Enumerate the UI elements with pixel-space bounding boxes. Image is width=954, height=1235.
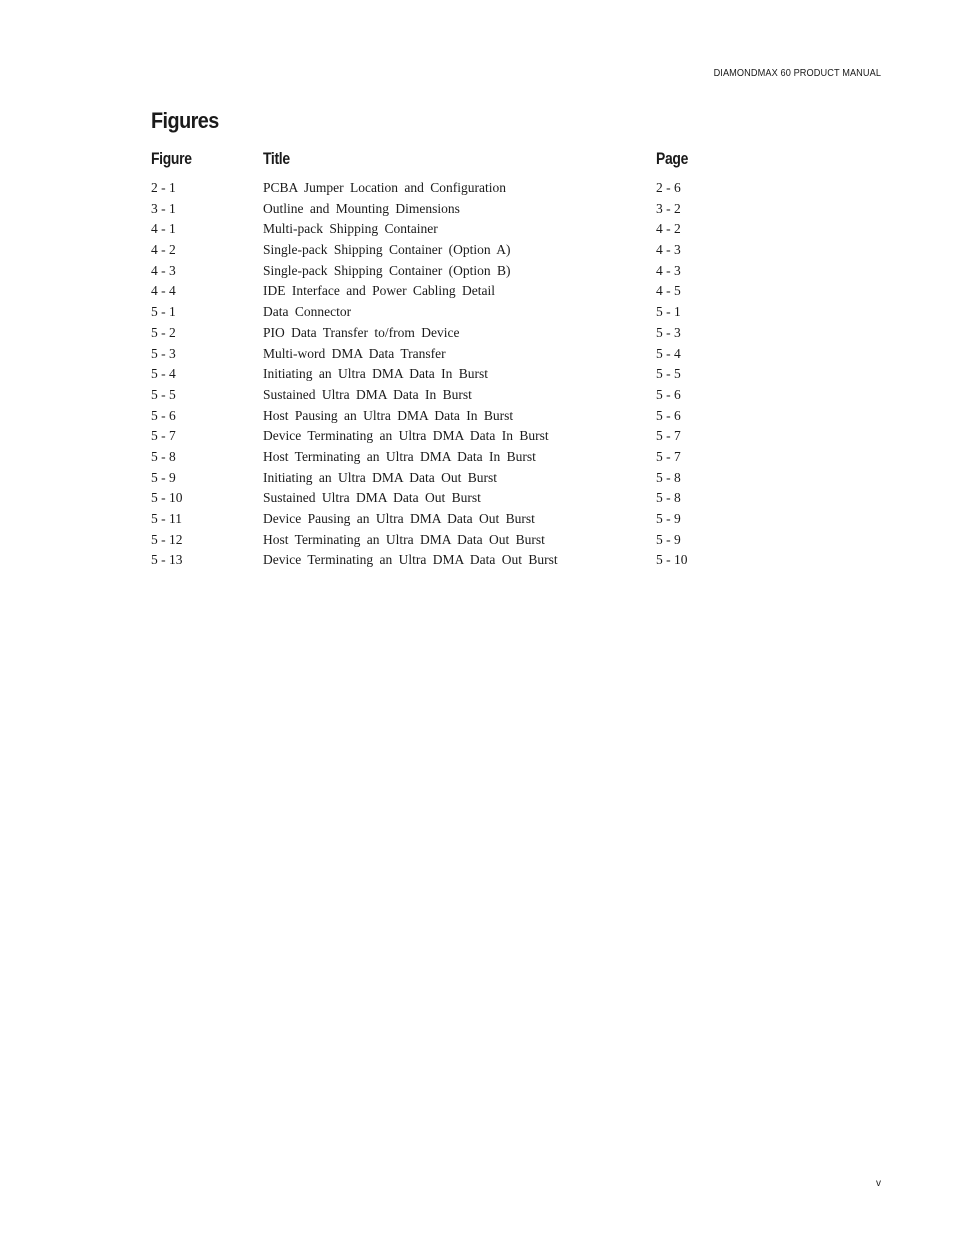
figure-number: 4 - 3 — [151, 262, 176, 278]
figure-title: Host Pausing an Ultra DMA Data In Burst — [263, 407, 514, 423]
figure-title: PIO Data Transfer to/from Device — [263, 324, 460, 340]
figure-page: 5 - 6 — [656, 386, 681, 402]
figure-number: 5 - 7 — [151, 428, 176, 444]
figure-number: 3 - 1 — [151, 200, 176, 216]
figure-title: Outline and Mounting Dimensions — [263, 200, 460, 216]
figure-title: Multi-pack Shipping Container — [263, 221, 438, 237]
figure-row — [151, 240, 751, 261]
figure-title: Initiating an Ultra DMA Data In Burst — [263, 366, 488, 382]
figure-page: 5 - 3 — [656, 324, 681, 340]
running-header: DIAMONDMAX 60 PRODUCT MANUAL — [713, 68, 881, 79]
figure-row — [151, 219, 751, 240]
page-title: Figures — [151, 108, 219, 133]
figure-title: Host Terminating an Ultra DMA Data Out Burst — [263, 531, 545, 547]
figure-row — [151, 281, 751, 302]
figure-number: 5 - 12 — [151, 531, 183, 547]
figure-number: 5 - 10 — [151, 490, 183, 506]
figure-row — [151, 509, 751, 530]
figure-number: 5 - 9 — [151, 469, 176, 485]
figure-page: 2 - 6 — [656, 180, 681, 195]
figure-number: 2 - 1 — [151, 180, 176, 195]
figure-row — [151, 447, 751, 468]
figure-row — [151, 364, 751, 385]
figure-title: Device Terminating an Ultra DMA Data In Burst — [263, 428, 549, 444]
figure-row — [151, 385, 751, 406]
figure-page: 5 - 7 — [656, 428, 681, 444]
figure-row — [151, 178, 751, 199]
figure-page: 5 - 7 — [656, 448, 681, 464]
figure-title: Initiating an Ultra DMA Data Out Burst — [263, 469, 497, 485]
figure-row — [151, 488, 751, 509]
figures-list — [151, 178, 751, 571]
figure-number: 5 - 2 — [151, 324, 176, 340]
figure-page: 5 - 4 — [656, 345, 681, 361]
figure-number: 5 - 13 — [151, 552, 183, 568]
page-number: v — [876, 1178, 881, 1189]
figure-number: 5 - 3 — [151, 345, 176, 361]
figure-number: 4 - 2 — [151, 242, 176, 258]
figure-title: IDE Interface and Power Cabling Detail — [263, 283, 496, 299]
column-header-figure: Figure — [151, 149, 192, 168]
figure-number: 5 - 8 — [151, 448, 176, 464]
figure-page: 5 - 1 — [656, 304, 681, 320]
figure-number: 5 - 5 — [151, 386, 176, 402]
figure-page: 5 - 10 — [656, 552, 688, 568]
figure-page: 5 - 8 — [656, 490, 681, 506]
figure-page: 5 - 6 — [656, 407, 681, 423]
figure-row — [151, 550, 751, 571]
figure-row — [151, 323, 751, 344]
figure-row — [151, 530, 751, 551]
figure-page: 4 - 3 — [656, 262, 681, 278]
figure-title: Host Terminating an Ultra DMA Data In Burst — [263, 448, 536, 464]
figure-page: 5 - 9 — [656, 511, 681, 526]
figure-title: Single-pack Shipping Container (Option B) — [263, 262, 511, 278]
figure-row — [151, 302, 751, 323]
figure-page: 4 - 2 — [656, 221, 681, 237]
figure-number: 5 - 1 — [151, 304, 176, 320]
column-header-title: Title — [263, 149, 290, 168]
figure-title: Device Pausing an Ultra DMA Data Out Burst — [263, 511, 535, 526]
figure-page: 5 - 8 — [656, 469, 681, 485]
figure-title: Sustained Ultra DMA Data Out Burst — [263, 490, 481, 506]
figure-number: 5 - 4 — [151, 366, 176, 382]
figure-row — [151, 426, 751, 447]
figure-number: 5 - 11 — [151, 511, 182, 526]
figure-row — [151, 199, 751, 220]
figure-title: Sustained Ultra DMA Data In Burst — [263, 386, 472, 402]
figure-row — [151, 468, 751, 489]
figure-title: PCBA Jumper Location and Configuration — [263, 180, 506, 195]
figure-row — [151, 261, 751, 282]
figure-page: 3 - 2 — [656, 200, 681, 216]
figure-page: 5 - 5 — [656, 366, 681, 382]
figure-page: 4 - 5 — [656, 283, 681, 299]
figure-title: Multi-word DMA Data Transfer — [263, 345, 446, 361]
figure-number: 5 - 6 — [151, 407, 176, 423]
figure-title: Device Terminating an Ultra DMA Data Out Burst — [263, 552, 558, 568]
figure-number: 4 - 1 — [151, 221, 176, 237]
figure-row — [151, 344, 751, 365]
figure-page: 4 - 3 — [656, 242, 681, 258]
figure-title: Single-pack Shipping Container (Option A) — [263, 242, 511, 258]
figure-page: 5 - 9 — [656, 531, 681, 547]
figure-title: Data Connector — [263, 304, 352, 320]
column-header-page: Page — [656, 149, 689, 168]
figure-number: 4 - 4 — [151, 283, 176, 299]
figure-row — [151, 406, 751, 427]
